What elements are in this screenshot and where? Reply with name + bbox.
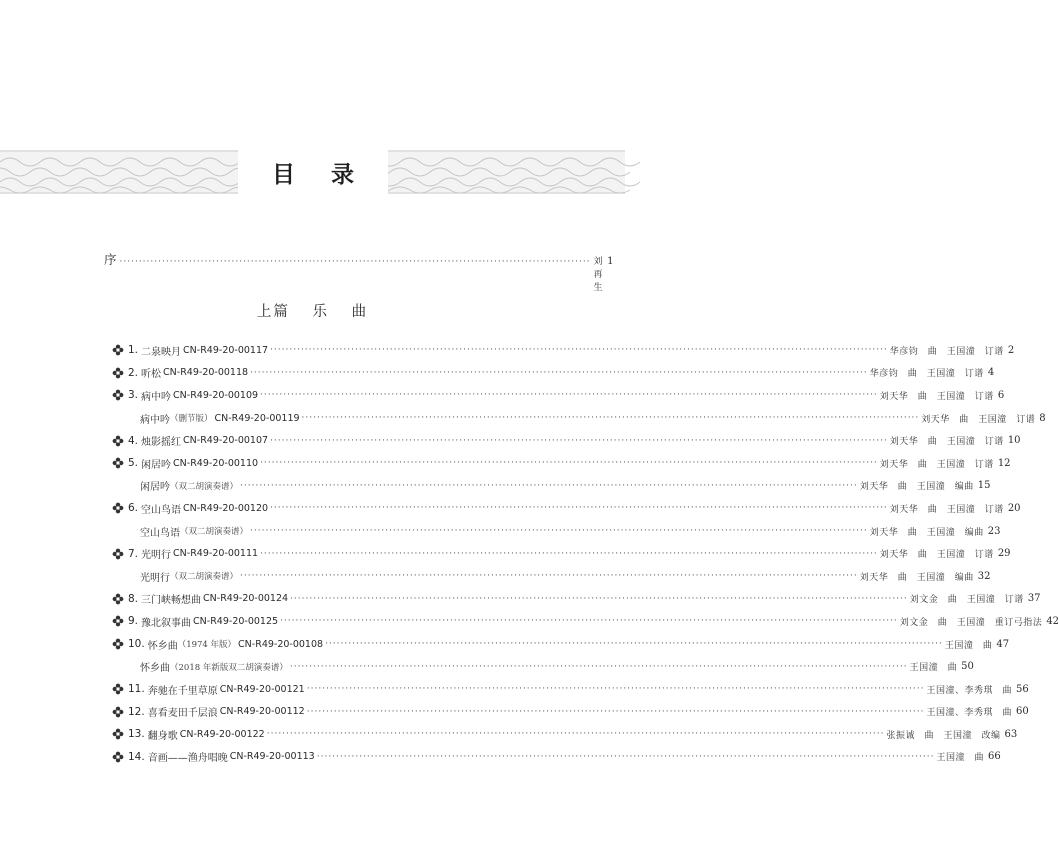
dot-leader: ································································································································································ bbox=[306, 684, 925, 695]
entry-subtitle: （删节版） bbox=[170, 414, 213, 425]
entry-number: 6. bbox=[128, 502, 139, 515]
dot-leader: ································································································································································ bbox=[270, 345, 888, 356]
toc-entry[interactable] bbox=[112, 429, 1021, 452]
dot-leader: ································································································································································ bbox=[250, 367, 868, 378]
entry-title: 病中吟 bbox=[140, 414, 170, 426]
dot-leader: ·························································································································· bbox=[119, 257, 591, 267]
entry-credit: 刘天华 曲 王国潼 编曲 bbox=[869, 527, 984, 538]
dot-leader: ································································································································································ bbox=[289, 661, 908, 672]
dot-leader: ································································································································································ bbox=[316, 751, 935, 762]
entry-title: 空山鸟语 bbox=[140, 527, 180, 539]
preface-page: 1 bbox=[607, 256, 614, 267]
entry-page: 29 bbox=[997, 548, 1011, 560]
cross-ornament-icon bbox=[112, 615, 126, 627]
entry-number: 11. bbox=[128, 683, 145, 696]
entry-number: 14. bbox=[128, 750, 145, 763]
entry-title: 闲居吟 bbox=[141, 459, 172, 471]
toc-entry[interactable] bbox=[112, 565, 991, 588]
entry-title: 空山鸟语 bbox=[141, 504, 182, 516]
entry-title: 光明行 bbox=[140, 572, 170, 584]
entry-title: 音画——渔舟唱晚 bbox=[147, 753, 228, 765]
dot-leader: ································································································································································ bbox=[260, 458, 878, 469]
entry-subtitle: （双二胡演奏谱） bbox=[170, 572, 239, 583]
entry-page: 42 bbox=[1046, 615, 1059, 627]
entry-page: 50 bbox=[961, 661, 974, 673]
entry-credit: 刘天华 曲 王国潼 订谱 bbox=[921, 414, 1036, 425]
entry-credit: 刘天华 曲 王国潼 订谱 bbox=[889, 437, 1004, 448]
entry-code: CN-R49-20-00108 bbox=[238, 638, 324, 650]
dot-leader: ································································································································································ bbox=[290, 593, 908, 604]
entry-page: 47 bbox=[996, 638, 1010, 650]
dot-leader: ································································································································································ bbox=[240, 571, 858, 582]
dot-leader: ································································································································································ bbox=[250, 526, 868, 537]
toc-entry[interactable] bbox=[112, 520, 1001, 543]
entry-credit: 刘文金 曲 王国潼 订谱 bbox=[909, 595, 1024, 606]
cross-ornament-icon bbox=[112, 548, 126, 560]
entry-title: 怀乡曲 bbox=[140, 663, 170, 675]
entry-title: 喜看麦田千层浪 bbox=[147, 708, 218, 720]
section-heading bbox=[0, 300, 625, 321]
entry-title: 听松 bbox=[141, 369, 162, 381]
toc-entry[interactable] bbox=[112, 384, 1005, 407]
entry-title: 二泉映月 bbox=[141, 346, 182, 358]
entry-credit: 刘天华 曲 王国潼 订谱 bbox=[879, 459, 994, 470]
entry-number: 7. bbox=[128, 547, 139, 560]
cross-ornament-icon bbox=[112, 435, 126, 447]
toc-entry[interactable] bbox=[112, 497, 1021, 520]
entry-page: 20 bbox=[1007, 502, 1021, 514]
toc-entry[interactable] bbox=[112, 678, 1029, 701]
section-part: 上篇 bbox=[256, 304, 290, 320]
toc-entry[interactable] bbox=[112, 407, 1046, 430]
entry-page: 32 bbox=[977, 570, 991, 582]
entry-page: 12 bbox=[997, 457, 1011, 469]
entry-code: CN-R49-20-00113 bbox=[229, 751, 315, 763]
cross-ornament-icon bbox=[112, 367, 126, 379]
cross-ornament-icon bbox=[112, 706, 126, 718]
entry-title: 烛影摇红 bbox=[141, 437, 182, 449]
entry-title: 闲居吟 bbox=[140, 482, 170, 494]
entry-number: 10. bbox=[128, 638, 145, 651]
entry-subtitle: （1974 年版） bbox=[177, 640, 237, 651]
dot-leader: ································································································································································ bbox=[260, 390, 878, 401]
toc-entry[interactable] bbox=[112, 746, 1001, 769]
entry-code: CN-R49-20-00124 bbox=[203, 593, 289, 605]
entry-title: 奔驰在千里草原 bbox=[147, 685, 218, 697]
entry-number: 12. bbox=[128, 705, 145, 718]
entry-credit: 王国潼 曲 bbox=[936, 753, 984, 764]
entry-credit: 王国潼、李秀琪 曲 bbox=[926, 708, 1012, 719]
toc-entry[interactable] bbox=[112, 701, 1029, 724]
entry-subtitle: （2018 年新版双二胡演奏谱） bbox=[170, 662, 288, 673]
toc-entry[interactable] bbox=[112, 633, 1010, 656]
entry-credit: 张振诚 曲 王国潼 改编 bbox=[886, 730, 1001, 741]
entry-credit: 王国潼 曲 bbox=[909, 663, 958, 674]
entry-title: 光明行 bbox=[141, 550, 172, 562]
entry-credit: 刘天华 曲 王国潼 编曲 bbox=[859, 572, 974, 583]
dot-leader: ································································································································································ bbox=[280, 616, 898, 627]
cross-ornament-icon bbox=[112, 683, 126, 695]
entry-credit: 刘文金 曲 王国潼 重订弓指法 bbox=[899, 617, 1043, 628]
dot-leader: ································································································································································ bbox=[240, 480, 858, 491]
entry-page: 15 bbox=[977, 480, 991, 492]
entry-number: 9. bbox=[128, 615, 139, 628]
entry-credit: 刘天华 曲 王国潼 订谱 bbox=[879, 391, 994, 402]
cross-ornament-icon bbox=[112, 389, 126, 401]
entry-credit: 刘天华 曲 王国潼 编曲 bbox=[859, 482, 974, 493]
preface-author: 刘再生 bbox=[593, 257, 604, 293]
entry-title: 翻身歌 bbox=[147, 730, 178, 742]
entry-title: 豫北叙事曲 bbox=[141, 617, 192, 629]
toc-entry[interactable] bbox=[112, 723, 1018, 746]
entry-page: 66 bbox=[987, 751, 1001, 763]
entry-number: 13. bbox=[128, 728, 145, 741]
entry-page: 37 bbox=[1027, 593, 1041, 605]
entry-credit: 刘天华 曲 王国潼 订谱 bbox=[879, 550, 994, 561]
dot-leader: ································································································································································ bbox=[270, 435, 888, 446]
entry-credit: 王国潼、李秀琪 曲 bbox=[926, 685, 1012, 696]
entry-number: 8. bbox=[128, 592, 139, 605]
entry-page: 10 bbox=[1007, 435, 1021, 447]
toc-entry[interactable] bbox=[112, 542, 1011, 565]
entry-code: CN-R49-20-00118 bbox=[163, 367, 249, 379]
entry-number: 3. bbox=[128, 389, 139, 402]
entry-code: CN-R49-20-00117 bbox=[183, 344, 269, 356]
entry-credit: 刘天华 曲 王国潼 订谱 bbox=[889, 504, 1004, 515]
entry-code: CN-R49-20-00119 bbox=[214, 412, 300, 424]
toc-entry[interactable] bbox=[112, 610, 1059, 633]
entry-number: 5. bbox=[128, 457, 139, 470]
entry-credit: 王国潼 曲 bbox=[944, 640, 993, 651]
entry-subtitle: （双二胡演奏谱） bbox=[170, 481, 239, 492]
entry-credit: 华彦钧 曲 王国潼 订谱 bbox=[889, 346, 1004, 357]
entry-number: 4. bbox=[128, 434, 139, 447]
entry-code: CN-R49-20-00120 bbox=[183, 502, 269, 514]
preface-label: 序 bbox=[104, 252, 117, 267]
preface-entry[interactable] bbox=[104, 250, 614, 293]
section-word-2: 曲 bbox=[351, 304, 369, 320]
entry-page: 6 bbox=[997, 389, 1005, 401]
entry-page: 63 bbox=[1004, 728, 1018, 740]
toc-list bbox=[112, 339, 1059, 768]
entry-code: CN-R49-20-00121 bbox=[219, 683, 305, 695]
toc-entry[interactable] bbox=[112, 588, 1041, 611]
entry-page: 56 bbox=[1015, 683, 1029, 695]
page-title: 目 录 bbox=[271, 161, 368, 188]
cross-ornament-icon bbox=[112, 751, 126, 763]
entry-number: 1. bbox=[128, 344, 139, 357]
entry-page: 4 bbox=[987, 367, 995, 379]
entry-code: CN-R49-20-00110 bbox=[173, 457, 259, 469]
toc-entry[interactable] bbox=[112, 339, 1015, 362]
entry-code: CN-R49-20-00122 bbox=[179, 728, 265, 740]
dot-leader: ································································································································································ bbox=[306, 706, 925, 717]
entry-credit: 华彦钧 曲 王国潼 订谱 bbox=[869, 369, 984, 380]
entry-code: CN-R49-20-00112 bbox=[219, 706, 305, 718]
cross-ornament-icon bbox=[112, 638, 126, 650]
toc-entry[interactable] bbox=[112, 362, 995, 385]
cross-ornament-icon bbox=[112, 457, 126, 469]
entry-title: 三门峡畅想曲 bbox=[141, 595, 202, 607]
cross-ornament-icon bbox=[112, 593, 126, 605]
dot-leader: ································································································································································ bbox=[325, 639, 943, 650]
entry-number: 2. bbox=[128, 366, 139, 379]
cross-ornament-icon bbox=[112, 502, 126, 514]
entry-title: 病中吟 bbox=[141, 391, 172, 403]
dot-leader: ································································································································································ bbox=[301, 413, 920, 424]
dot-leader: ································································································································································ bbox=[260, 548, 878, 559]
section-word-1: 乐 bbox=[312, 304, 329, 320]
cross-ornament-icon bbox=[112, 344, 126, 356]
entry-page: 8 bbox=[1039, 412, 1046, 424]
entry-page: 23 bbox=[987, 525, 1001, 537]
entry-subtitle: （双二胡演奏谱） bbox=[180, 527, 249, 538]
cross-ornament-icon bbox=[112, 728, 126, 740]
entry-code: CN-R49-20-00107 bbox=[183, 435, 269, 447]
entry-code: CN-R49-20-00111 bbox=[173, 548, 259, 560]
dot-leader: ································································································································································ bbox=[270, 503, 888, 514]
entry-page: 2 bbox=[1007, 344, 1015, 356]
toc-entry[interactable] bbox=[112, 452, 1011, 475]
toc-entry[interactable] bbox=[112, 655, 974, 678]
entry-code: CN-R49-20-00125 bbox=[193, 615, 279, 627]
title-box bbox=[238, 148, 388, 196]
entry-title: 怀乡曲 bbox=[147, 640, 178, 652]
dot-leader: ································································································································································ bbox=[266, 729, 885, 740]
entry-code: CN-R49-20-00109 bbox=[173, 389, 259, 401]
toc-entry[interactable] bbox=[112, 475, 991, 498]
entry-page: 60 bbox=[1015, 706, 1029, 718]
